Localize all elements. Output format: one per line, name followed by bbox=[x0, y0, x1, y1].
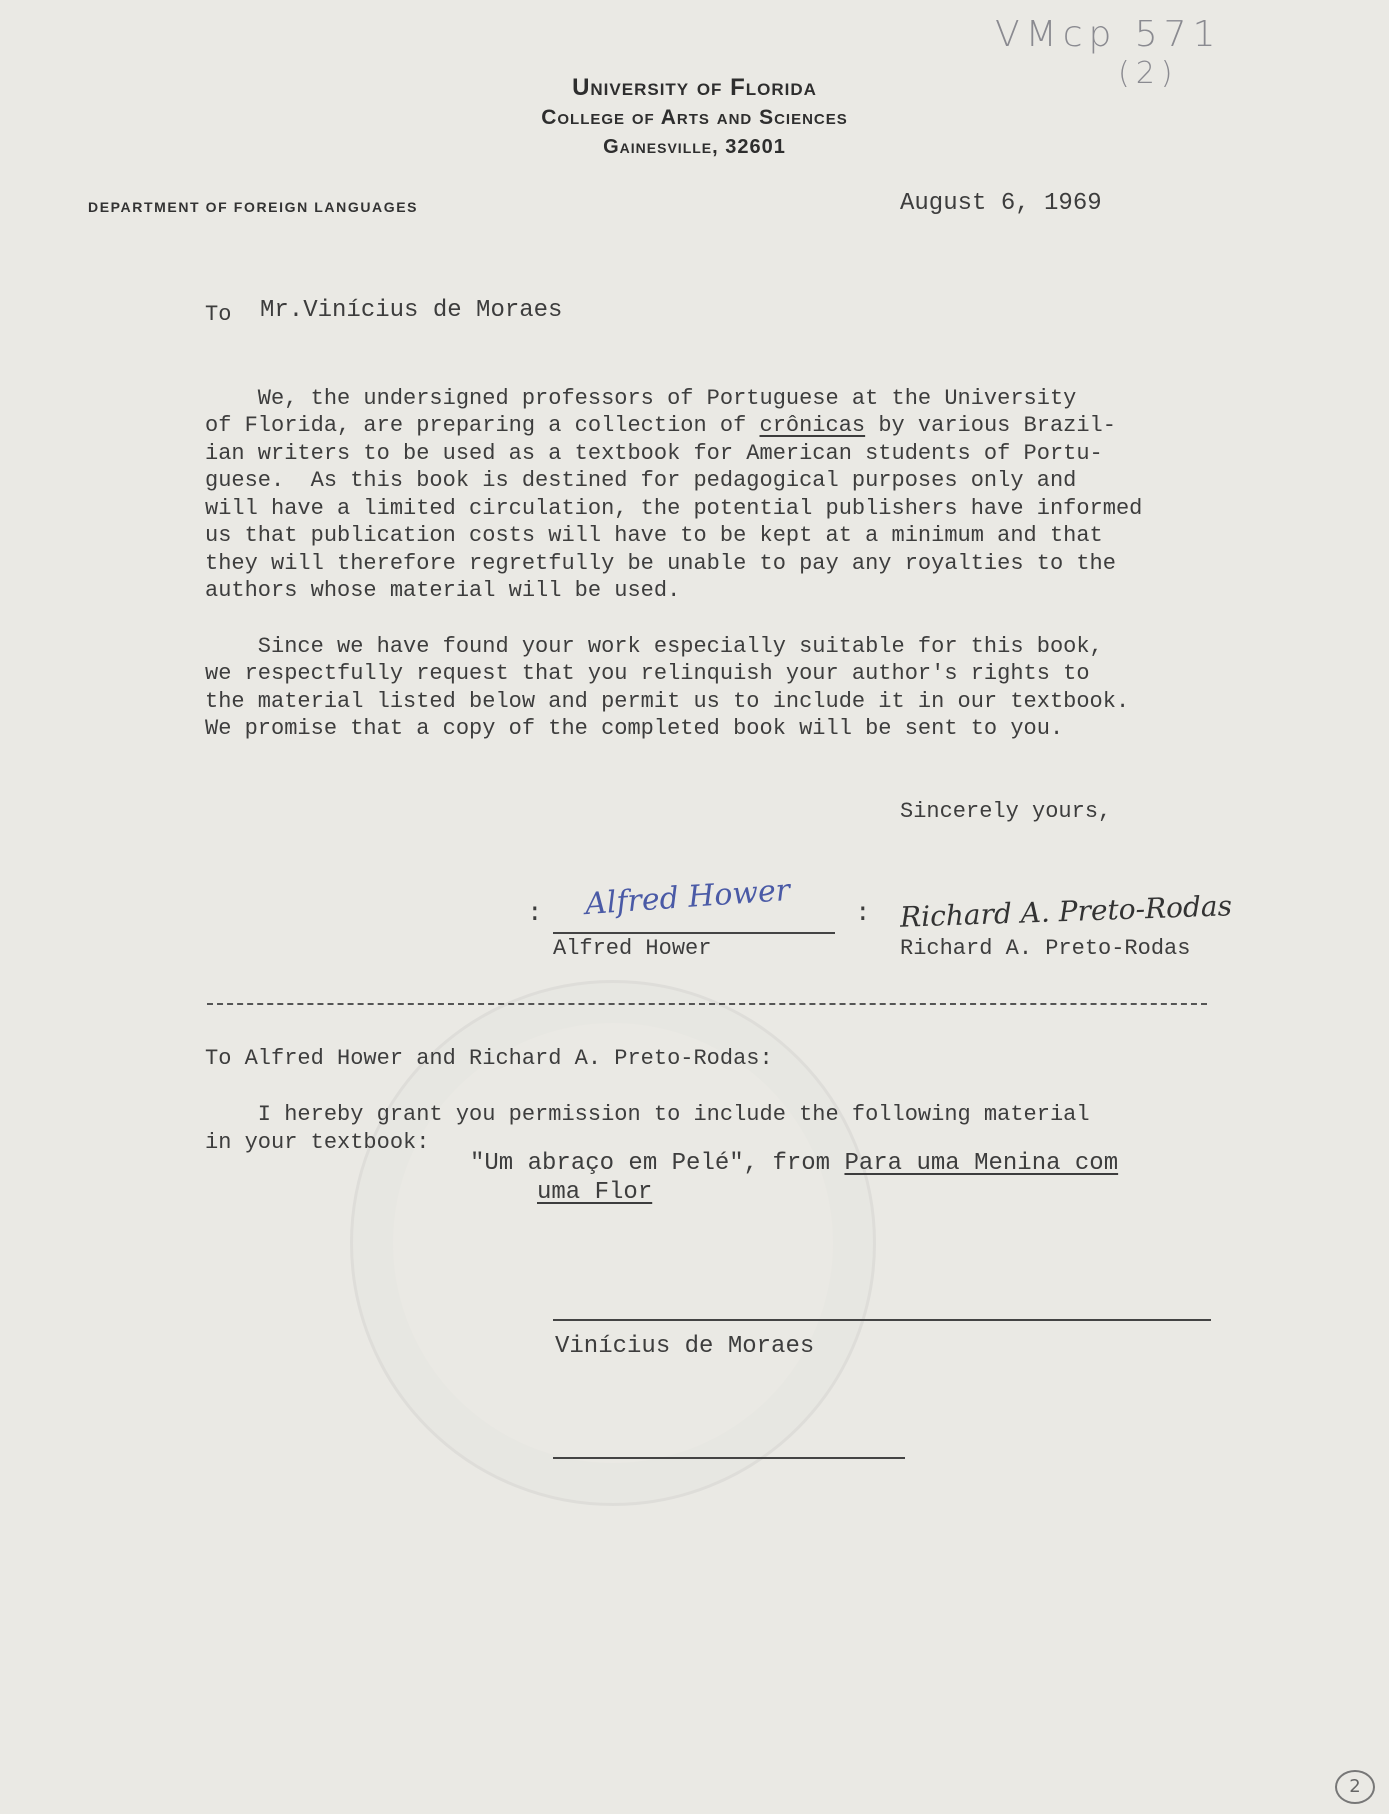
work-citation bbox=[470, 1150, 1118, 1178]
p1-line-2a: of Florida, are preparing a collection of bbox=[205, 413, 760, 438]
grant-line-2: in your textbook: bbox=[205, 1130, 430, 1155]
p2-line-3: the material listed below and permit us to include it in our textbook. bbox=[205, 688, 1130, 714]
cut-line bbox=[207, 1003, 1207, 1005]
p1-line-3: ian writers to be used as a textbook for American students of Portu- bbox=[205, 440, 1103, 466]
book-title-2: uma Flor bbox=[537, 1179, 653, 1206]
work-prefix: "Um abraço em Pelé", from bbox=[470, 1150, 845, 1177]
p1-line-4: guese. As this book is destined for pedagogical purposes only and bbox=[205, 468, 1077, 493]
grant-sign-line bbox=[553, 1319, 1211, 1321]
recipient-name: Mr.Vinícius de Moraes bbox=[260, 297, 563, 324]
book-title-1: Para uma Menina com bbox=[844, 1150, 1119, 1177]
p1-line-1: We, the undersigned professors of Portuguese at the University bbox=[205, 385, 1077, 411]
cronicas-word: crônicas bbox=[759, 413, 866, 438]
closing: Sincerely yours, bbox=[900, 799, 1112, 824]
archival-code: VMcp 571 bbox=[995, 14, 1222, 55]
p2-line-1: Since we have found your work especially suitable for this book, bbox=[205, 633, 1103, 659]
hower-name: Alfred Hower bbox=[553, 936, 712, 961]
preto-rodas-signature: Richard A. Preto-Rodas bbox=[899, 889, 1233, 934]
preto-rodas-name: Richard A. Preto-Rodas bbox=[900, 936, 1191, 961]
grant-line-1: I hereby grant you permission to include the following material bbox=[205, 1102, 1090, 1127]
university-name: University of Florida bbox=[572, 74, 817, 101]
salutation-to: To bbox=[205, 302, 232, 327]
p1-line-8: authors whose material will be used. bbox=[205, 578, 681, 603]
reply-to-line: To Alfred Hower and Richard A. Preto-Rodas: bbox=[205, 1046, 773, 1071]
archival-sub: (2) bbox=[1118, 56, 1179, 91]
college-name: College of Arts and Sciences bbox=[541, 106, 848, 129]
p2-line-2: we respectfully request that you relinquish your author's rights to bbox=[205, 661, 1090, 686]
date-line bbox=[553, 1457, 905, 1459]
hower-signature: Alfred Hower bbox=[584, 872, 792, 923]
paragraph-2 bbox=[205, 605, 1129, 743]
p1-line-7: they will therefore regretfully be unable to pay any royalties to the bbox=[205, 550, 1116, 576]
colon-mark-2: : bbox=[855, 898, 871, 928]
paragraph-1 bbox=[205, 357, 1142, 605]
hower-sign-line bbox=[553, 932, 835, 934]
p1-line-5: will have a limited circulation, the potential publishers have informed bbox=[205, 495, 1143, 521]
p1-line-6: us that publication costs will have to be kept at a minimum and that bbox=[205, 523, 1103, 548]
department-name: DEPARTMENT OF FOREIGN LANGUAGES bbox=[88, 199, 419, 215]
p1-line-2b: by various Brazil- bbox=[865, 413, 1116, 438]
letter-date: August 6, 1969 bbox=[900, 190, 1102, 217]
grantor-name: Vinícius de Moraes bbox=[555, 1333, 815, 1360]
p2-line-4: We promise that a copy of the completed book will be sent to you. bbox=[205, 716, 1064, 741]
colon-mark-1: : bbox=[527, 898, 543, 928]
page-number-marker: 2 bbox=[1335, 1770, 1375, 1804]
city-line: Gainesville, 32601 bbox=[603, 136, 786, 158]
